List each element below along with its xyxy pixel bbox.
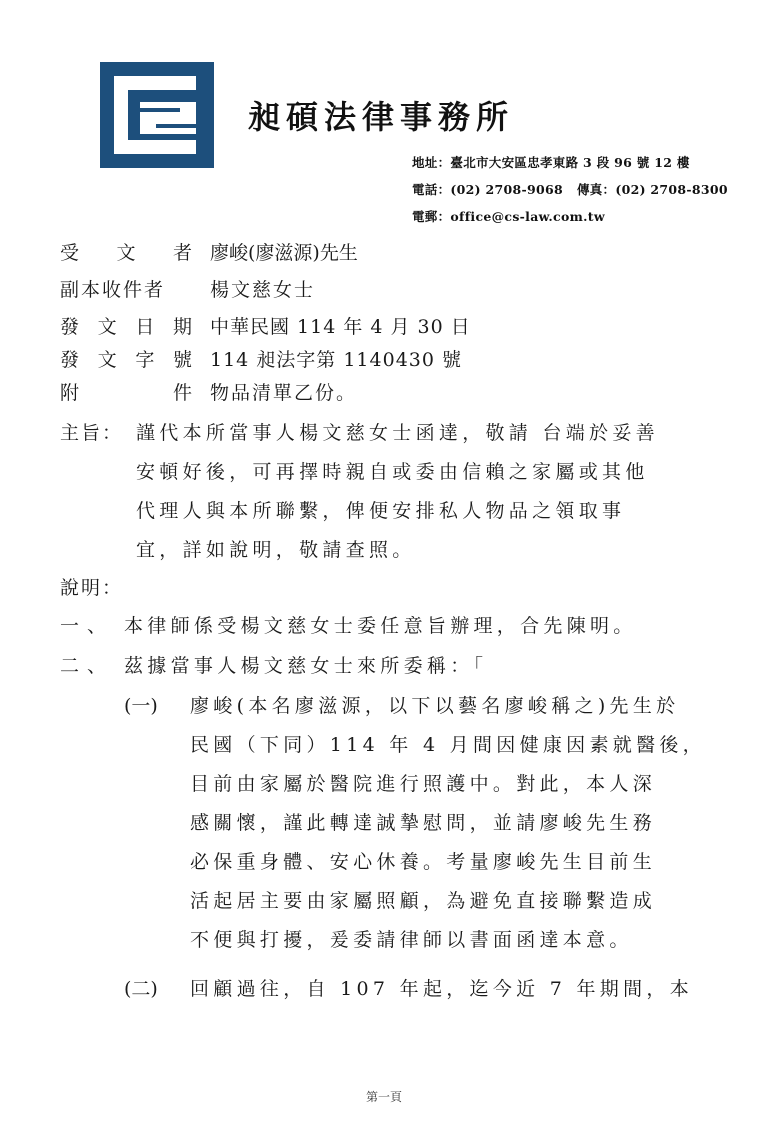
doc-number-value: 114 昶法字第 1140430 號: [210, 349, 463, 371]
item-text: 本律師係受楊文慈女士委任意旨辦理，合先陳明。: [124, 615, 637, 637]
cc-label: 副本收件者: [60, 279, 166, 301]
sub-item-line: 不便與打擾，爰委請律師以書面函達本意。: [190, 929, 633, 951]
sub-item-number: (一): [124, 695, 158, 717]
recipient-value: 廖峻(廖滋源)先生: [210, 242, 358, 264]
recipient-label: 受 文 者: [60, 242, 192, 264]
doc-number-label: 發 文 字 號: [60, 349, 192, 371]
cc-value: 楊文慈女士: [210, 279, 316, 301]
item-text: 茲據當事人楊文慈女士來所委稱：「: [124, 655, 488, 677]
attachment-row: [60, 378, 357, 404]
sub-item-line: 廖峻(本名廖滋源，以下以藝名廖峻稱之)先生於: [190, 695, 680, 717]
page-number: 第一頁: [365, 1090, 402, 1104]
explanation-label: 說明：: [60, 577, 124, 599]
sub-item-line: 必保重身體、安心休養。考量廖峻先生目前生: [190, 851, 657, 873]
sub-item-line: 活起居主要由家屬照顧，為避免直接聯繫造成: [190, 890, 657, 912]
item-number: 一、: [60, 615, 115, 637]
subject-label: 主旨：: [60, 422, 124, 444]
date-row: [60, 312, 471, 338]
date-value: 中華民國 114 年 4 月 30 日: [210, 316, 471, 338]
subject-line: 安頓好後，可再擇時親自或委由信賴之家屬或其他: [136, 461, 649, 483]
date-label: 發 文 日 期: [60, 316, 192, 338]
attachment-value: 物品清單乙份。: [210, 382, 358, 404]
doc-number-row: [60, 345, 462, 371]
firm-address: 地址：臺北市大安區忠孝東路 3 段 96 號 12 樓: [412, 155, 690, 170]
attachment-label: 附 件: [60, 382, 192, 404]
firm-phone-fax: [412, 180, 728, 198]
subject-line: 謹代本所當事人楊文慈女士函達，敬請 台端於妥善: [136, 422, 659, 444]
sub-item-number: (二): [124, 978, 158, 1000]
cc-row: [60, 275, 315, 301]
sub-item-line: 目前由家屬於醫院進行照護中。對此，本人深: [190, 773, 657, 795]
sub-item-line: 回顧過往，自 107 年起，迄今近 7 年期間，本: [190, 978, 694, 1000]
firm-logo-icon: [100, 62, 214, 168]
firm-phone: 電話：(02) 2708-9068: [412, 182, 563, 197]
item-number: 二、: [60, 655, 115, 677]
sub-item-line: 感關懷，謹此轉達誠摯慰問，並請廖峻先生務: [190, 812, 657, 834]
subject-line: 宜，詳如說明，敬請查照。: [136, 539, 416, 561]
firm-email: 電郵：office@cs-law.com.tw: [412, 209, 605, 224]
recipient-row: [60, 238, 358, 264]
sub-item-line: 民國（下同）114 年 4 月間因健康因素就醫後，: [190, 734, 706, 756]
subject-line: 代理人與本所聯繫，俾便安排私人物品之領取事: [136, 500, 626, 522]
firm-fax: 傳真：(02) 2708-8300: [576, 182, 728, 197]
firm-name: 昶碩法律事務所: [248, 98, 515, 136]
